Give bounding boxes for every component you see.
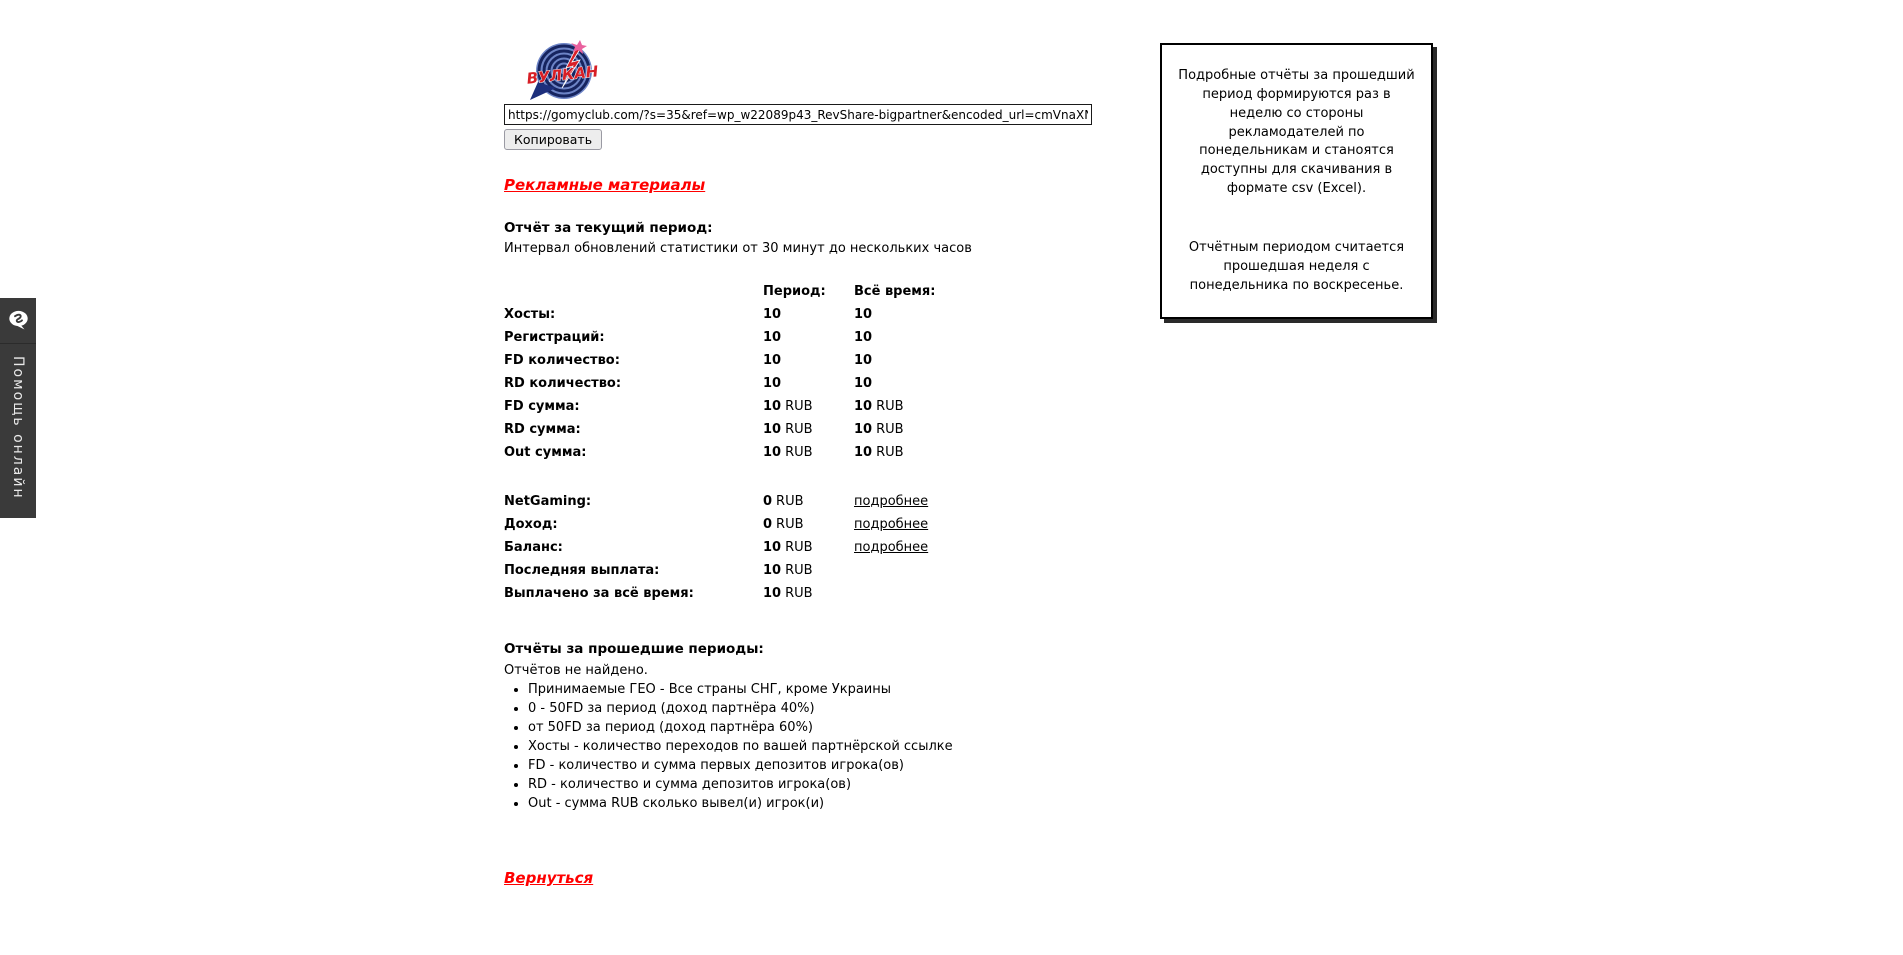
row-label: Выплачено за всё время: <box>504 586 694 601</box>
row-value: 10 RUB <box>763 540 813 555</box>
column-header-all-time: Всё время: <box>854 284 936 299</box>
list-item: • FD - количество и сумма первых депозитов игрока(ов) <box>528 758 1144 773</box>
summary-table <box>504 490 1144 605</box>
list-item: • Out - сумма RUB сколько вывел(и) игрок(и) <box>528 796 1144 811</box>
row-alltime-value: 10 <box>854 307 873 322</box>
list-item: • от 50FD за период (доход партнёра 60%) <box>528 720 1144 735</box>
list-item: • 0 - 50FD за период (доход партнёра 40%) <box>528 701 1144 716</box>
row-period-value: 10 RUB <box>763 445 813 460</box>
row-label: RD сумма: <box>504 422 581 437</box>
list-item: • Принимаемые ГЕО - Все страны СНГ, кроме Украины <box>528 682 1144 697</box>
referral-url-input[interactable] <box>504 104 1092 125</box>
vulkan-logo-text: ВУЛКАН <box>525 62 600 88</box>
current-report-title: Отчёт за текущий период: <box>504 220 713 236</box>
row-label: Хосты: <box>504 307 556 322</box>
list-item: • RD - количество и сумма депозитов игрока(ов) <box>528 777 1144 792</box>
balance-details-link[interactable]: подробнее <box>854 540 929 555</box>
income-details-link[interactable]: подробнее <box>854 517 929 532</box>
row-label: Последняя выплата: <box>504 563 660 578</box>
past-reports-title: Отчёты за прошедшие периоды: <box>504 641 764 657</box>
advertising-materials-link[interactable]: Рекламные материалы <box>504 176 706 194</box>
row-label: Out сумма: <box>504 445 587 460</box>
row-alltime-value: 10 RUB <box>854 399 904 414</box>
row-label: Доход: <box>504 517 558 532</box>
glossary-list <box>504 739 1144 811</box>
row-alltime-value: 10 RUB <box>854 422 904 437</box>
row-label: FD сумма: <box>504 399 580 414</box>
past-reports-empty-text: Отчётов не найдено. <box>504 663 648 678</box>
reports-info-box <box>1160 43 1433 319</box>
row-label: FD количество: <box>504 353 620 368</box>
row-period-value: 10 RUB <box>763 399 813 414</box>
terms-list <box>504 682 1144 735</box>
row-period-value: 10 <box>763 353 782 368</box>
row-label: RD количество: <box>504 376 622 391</box>
row-value: 10 RUB <box>763 586 813 601</box>
info-paragraph-2: Отчётным периодом считается прошедшая неделя с понедельника по воскресенье. <box>1188 239 1405 293</box>
row-period-value: 10 <box>763 330 782 345</box>
netgaming-details-link[interactable]: подробнее <box>854 494 929 509</box>
current-report-subtitle: Интервал обновлений статистики от 30 минут до нескольких часов <box>504 241 972 256</box>
main-content <box>504 38 1144 887</box>
info-paragraph-1: Подробные отчёты за прошедший период формируются раз в неделю со стороны рекламодателей по понедельникам и станоятся доступны для скачивания в формате csv (Excel). <box>1178 68 1415 197</box>
row-period-value: 10 <box>763 307 782 322</box>
row-alltime-value: 10 RUB <box>854 445 904 460</box>
row-value: 0 RUB <box>763 517 804 532</box>
copy-button[interactable]: Копировать <box>504 129 602 150</box>
column-header-period: Период: <box>763 284 826 299</box>
row-label: NetGaming: <box>504 494 592 509</box>
online-help-tab[interactable] <box>0 298 36 518</box>
row-period-value: 10 <box>763 376 782 391</box>
row-alltime-value: 10 <box>854 353 873 368</box>
list-item: • Хосты - количество переходов по вашей партнёрской ссылке <box>528 739 1144 754</box>
chat-bubble-icon <box>0 298 36 344</box>
row-value: 0 RUB <box>763 494 804 509</box>
row-period-value: 10 RUB <box>763 422 813 437</box>
back-link[interactable]: Вернуться <box>504 869 594 887</box>
row-alltime-value: 10 <box>854 330 873 345</box>
current-report-table <box>504 280 1144 464</box>
row-label: Баланс: <box>504 540 563 555</box>
online-help-label: Помощь онлайн <box>10 356 26 500</box>
row-alltime-value: 10 <box>854 376 873 391</box>
row-label: Регистраций: <box>504 330 605 345</box>
vulkan-logo <box>522 38 602 101</box>
row-value: 10 RUB <box>763 563 813 578</box>
